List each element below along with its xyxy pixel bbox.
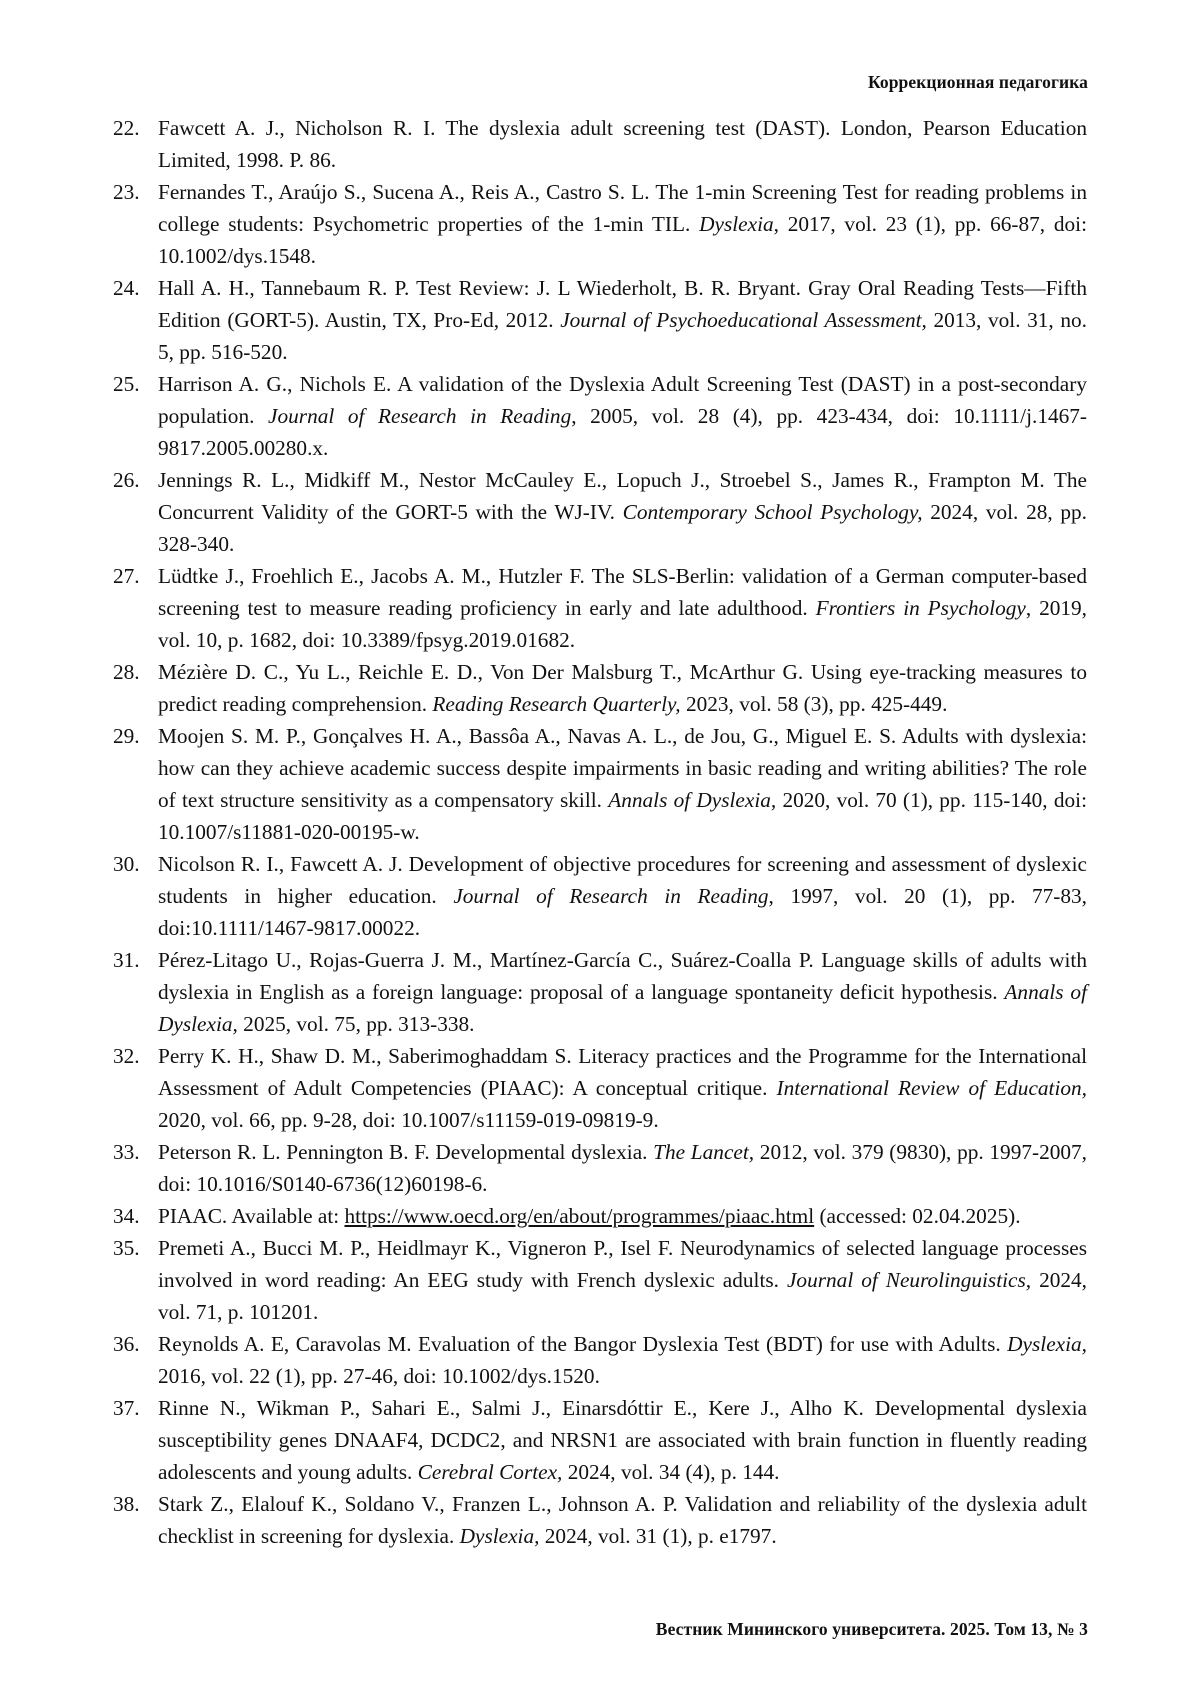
reference-text [158,720,1087,848]
reference-item [113,1392,1087,1488]
reference-text [158,1136,1087,1200]
reference-details: 2024, vol. 34 (4), p. 144. [562,1460,779,1484]
reference-number: 36. [113,1328,158,1360]
reference-text [158,368,1087,464]
reference-details: , 1997, vol. 20 (1), pp. 77-83, doi:10.1111/1467-9817.00022. [158,884,1087,940]
reference-text [158,1040,1087,1136]
reference-details: , 2005, vol. 28 (4), pp. 423-434, doi: 10.1111/j.1467-9817.2005.00280.x. [158,404,1087,460]
reference-details: (accessed: 02.04.2025). [814,1204,1020,1228]
reference-item [113,944,1087,1040]
reference-text [158,112,1087,176]
reference-details: , 2019, vol. 10, p. 1682, doi: 10.3389/fpsyg.2019.01682. [158,596,1087,652]
reference-number: 31. [113,944,158,976]
reference-number: 29. [113,720,158,752]
reference-item [113,176,1087,272]
reference-text [158,1392,1087,1488]
reference-item [113,112,1087,176]
reference-text [158,848,1087,944]
reference-item [113,1232,1087,1328]
reference-item [113,464,1087,560]
reference-number: 32. [113,1040,158,1072]
reference-url-link[interactable]: https://www.oecd.org/en/about/programmes/piaac.html [345,1204,815,1228]
reference-body: Moojen S. M. P., Gonçalves H. A., Bassôa A., Navas A. L., de Jou, G., Miguel E. S. Adults with dyslexia: how can they achieve academic success despite impairments in basic reading and writing abilities? The role of text structure sensitivity as a compensatory skill. [158,724,1087,812]
reference-journal: The Lancet, [653,1140,754,1164]
reference-text [158,1328,1087,1392]
reference-item [113,560,1087,656]
reference-journal: Dyslexia, [460,1524,540,1548]
reference-list [113,112,1087,1552]
reference-body: Perry K. H., Shaw D. M., Saberimoghaddam S. Literacy practices and the Programme for the International Assessment of Adult Competencies (PIAAC): A conceptual critique. [158,1044,1087,1100]
reference-item [113,1488,1087,1552]
reference-number: 22. [113,112,158,144]
reference-text [158,464,1087,560]
reference-text [158,560,1087,656]
reference-item [113,1040,1087,1136]
reference-details: 2023, vol. 58 (3), pp. 425-449. [681,692,948,716]
reference-journal: Journal of Research in Reading [268,404,571,428]
reference-details: 2024, vol. 31 (1), p. e1797. [539,1524,776,1548]
reference-body: Nicolson R. I., Fawcett A. J. Development of objective procedures for screening and assessment of dyslexic students in higher education. [158,852,1087,908]
reference-body: PIAAC. Available at: [158,1204,345,1228]
reference-details: 2024, vol. 28, pp. 328-340. [158,500,1087,556]
reference-details: 2012, vol. 379 (9830), pp. 1997-2007, doi: 10.1016/S0140-6736(12)60198-6. [158,1140,1087,1196]
reference-journal: Journal of Research in Reading [453,884,768,908]
reference-number: 30. [113,848,158,880]
reference-text [158,1488,1087,1552]
reference-journal: Dyslexia [699,212,774,236]
reference-body: Mézière D. C., Yu L., Reichle E. D., Von Der Malsburg T., McArthur G. Using eye-tracking measures to predict reading comprehension. [158,660,1087,716]
reference-number: 35. [113,1232,158,1264]
reference-journal: Journal of Psychoeducational Assessment, [560,308,927,332]
reference-item [113,848,1087,944]
reference-journal: Reading Research Quarterly, [432,692,680,716]
running-header: Коррекционная педагогика [868,72,1088,93]
reference-details: 2013, vol. 31, no. 5, pp. 516-520. [158,308,1087,364]
reference-body: Premeti A., Bucci M. P., Heidlmayr K., Vigneron P., Isel F. Neurodynamics of selected language processes involved in word reading: An EEG study with French dyslexic adults. [158,1236,1087,1292]
reference-item [113,720,1087,848]
reference-details: 2025, vol. 75, pp. 313-338. [238,1012,475,1036]
reference-item [113,656,1087,720]
reference-number: 27. [113,560,158,592]
reference-text [158,1200,1087,1232]
reference-body: Rinne N., Wikman P., Sahari E., Salmi J., Einarsdóttir E., Kere J., Alho K. Developmental dyslexia susceptibility genes DNAAF4, DCDC2, and NRSN1 are associated with brain function in fluently reading adolescents and young adults. [158,1396,1087,1484]
reference-body: Fernandes T., Araújo S., Sucena A., Reis A., Castro S. L. The 1-min Screening Test for reading problems in college students: Psychometric properties of the 1-min TIL. [158,180,1087,236]
reference-body: Harrison A. G., Nichols E. A validation of the Dyslexia Adult Screening Test (DAST) in a post-secondary population. [158,372,1087,428]
reference-number: 25. [113,368,158,400]
reference-body: Lüdtke J., Froehlich E., Jacobs A. M., Hutzler F. The SLS-Berlin: validation of a German computer-based screening test to measure reading proficiency in early and late adulthood. [158,564,1087,620]
reference-item [113,272,1087,368]
reference-body: Stark Z., Elalouf K., Soldano V., Franzen L., Johnson A. P. Validation and reliability of the dyslexia adult checklist in screening for dyslexia. [158,1492,1087,1548]
reference-item [113,1200,1087,1232]
reference-number: 24. [113,272,158,304]
reference-body: Fawcett A. J., Nicholson R. I. The dyslexia adult screening test (DAST). London, Pearson Education Limited, 1998. P. 86. [158,116,1087,172]
reference-body: Jennings R. L., Midkiff M., Nestor McCauley E., Lopuch J., Stroebel S., James R., Frampton M. The Concurrent Validity of the GORT-5 with the WJ-IV. [158,468,1087,524]
reference-details: 2020, vol. 66, pp. 9-28, doi: 10.1007/s11159-019-09819-9. [158,1108,659,1132]
reference-details: 2024, vol. 71, p. 101201. [158,1268,1087,1324]
reference-details: 2020, vol. 70 (1), pp. 115-140, doi: 10.1007/s11881-020-00195-w. [158,788,1087,844]
reference-body: Reynolds A. E, Caravolas M. Evaluation of the Bangor Dyslexia Test (BDT) for use with Adults. [158,1332,1007,1356]
reference-number: 34. [113,1200,158,1232]
reference-number: 23. [113,176,158,208]
reference-text [158,176,1087,272]
reference-journal: Annals of Dyslexia, [158,980,1087,1036]
reference-journal: Cerebral Cortex, [418,1460,563,1484]
reference-details: , 2017, vol. 23 (1), pp. 66-87, doi: 10.1002/dys.1548. [158,212,1087,268]
reference-text [158,944,1087,1040]
reference-journal: International Review of Education, [776,1076,1087,1100]
reference-text [158,272,1087,368]
reference-item [113,368,1087,464]
reference-body: Peterson R. L. Pennington B. F. Developmental dyslexia. [158,1140,653,1164]
reference-number: 26. [113,464,158,496]
reference-journal: Contemporary School Psychology, [623,500,923,524]
reference-item [113,1328,1087,1392]
reference-number: 37. [113,1392,158,1424]
reference-journal: Dyslexia, [1007,1332,1087,1356]
reference-number: 33. [113,1136,158,1168]
reference-item [113,1136,1087,1200]
running-footer: Вестник Мининского университета. 2025. Том 13, № 3 [656,1619,1088,1640]
reference-text [158,656,1087,720]
reference-body: Hall A. H., Tannebaum R. P. Test Review: J. L Wiederholt, B. R. Bryant. Gray Oral Reading Tests—Fifth Edition (GORT-5). Austin, TX, Pro-Ed, 2012. [158,276,1087,332]
reference-number: 28. [113,656,158,688]
reference-details: 2016, vol. 22 (1), pp. 27-46, doi: 10.1002/dys.1520. [158,1364,600,1388]
reference-text [158,1232,1087,1328]
reference-number: 38. [113,1488,158,1520]
reference-journal: Journal of Neurolinguistics, [787,1268,1031,1292]
reference-body: Pérez-Litago U., Rojas-Guerra J. M., Martínez-García C., Suárez-Coalla P. Language skills of adults with dyslexia in English as a foreign language: proposal of a language spontaneity deficit hypothesis. [158,948,1087,1004]
reference-journal: Frontiers in Psychology [816,596,1026,620]
reference-journal: Annals of Dyslexia, [608,788,776,812]
